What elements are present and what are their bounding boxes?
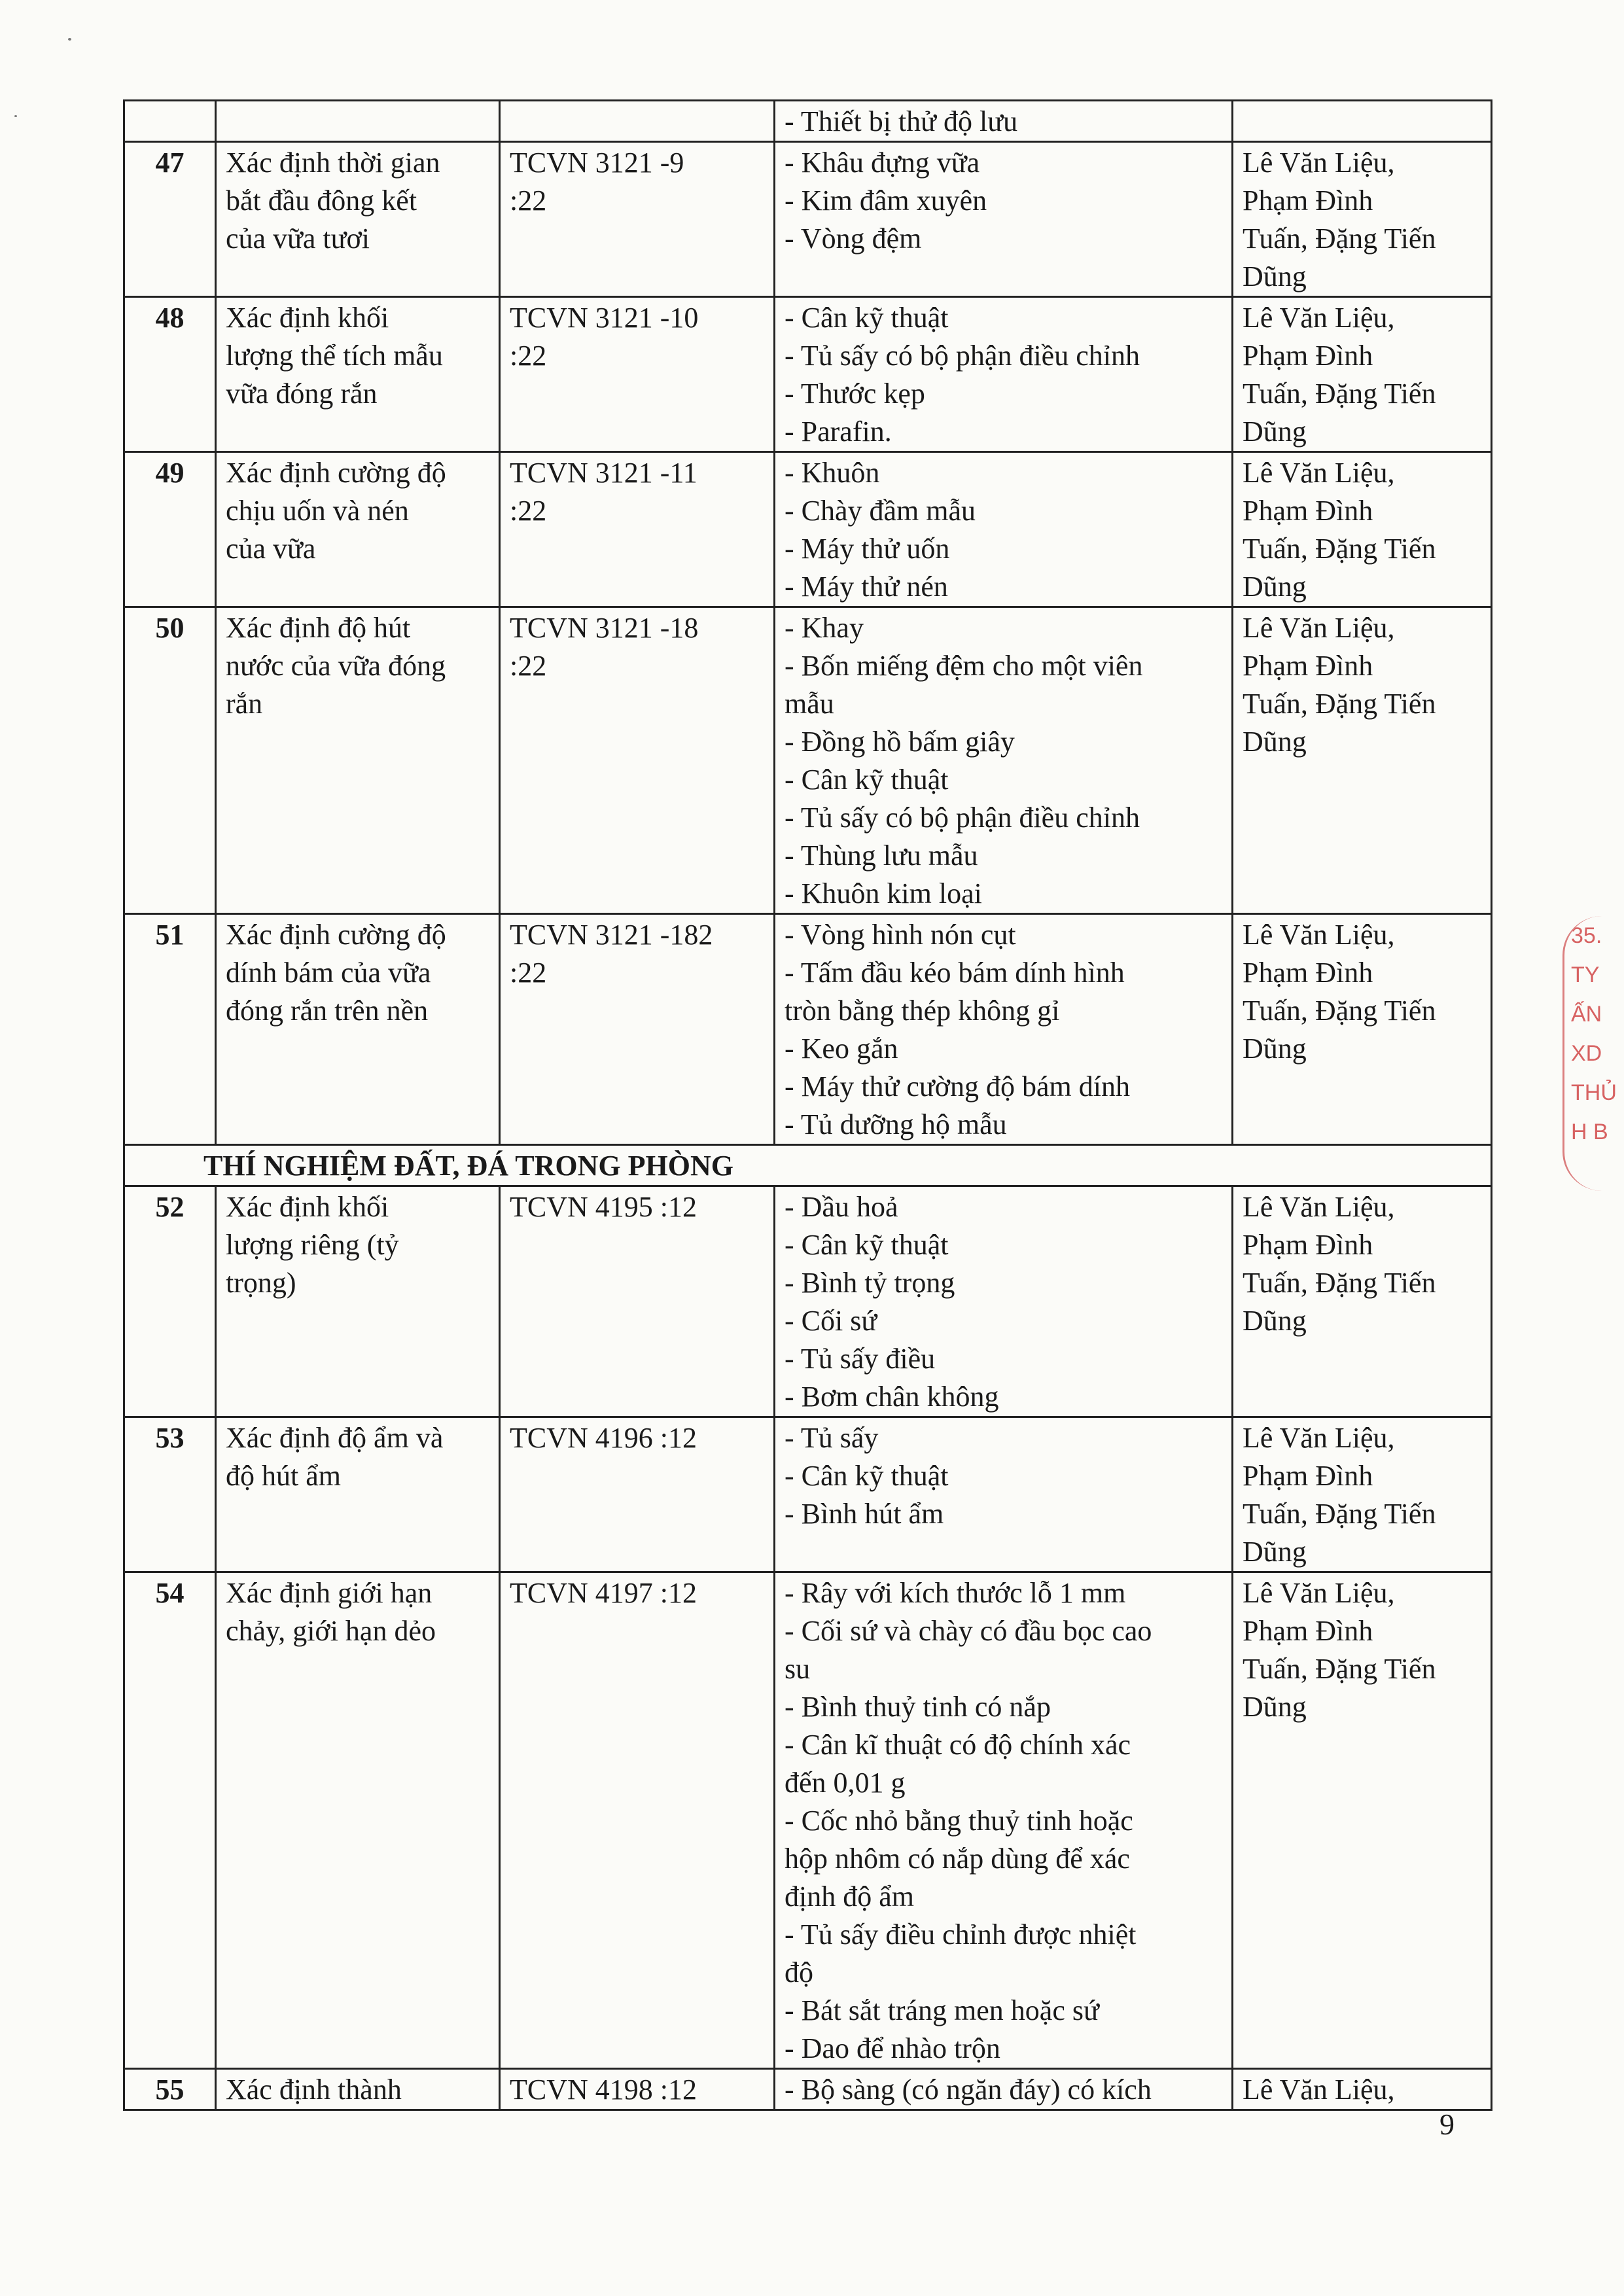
equipment-cell [775,297,1233,452]
test-name-cell [216,2069,500,2110]
standard-line: :22 [510,957,547,989]
staff-cell [1233,2069,1492,2110]
equipment-line: tròn bằng thép không gỉ [785,995,1060,1027]
equipment-line: - Tủ dưỡng hộ mẫu [785,1108,1007,1140]
table-row [124,1572,1492,2069]
equipment-line: - Tủ sấy [785,1422,879,1454]
test-name-line: Xác định độ ẩm và [226,1422,444,1454]
equipment-line: - Tủ sấy điều chỉnh được nhiệt [785,1918,1137,1951]
staff-cell [1233,607,1492,914]
staff-line: Phạm Đình [1243,1460,1373,1492]
staff-cell [1233,1186,1492,1417]
staff-line: Lê Văn Liệu, [1243,1422,1395,1454]
standard-cell [500,1417,775,1572]
standard-line: TCVN 3121 -18 [510,612,699,644]
stamp-text: XD [1571,1041,1602,1066]
equipment-cell [775,1186,1233,1417]
standard-line: TCVN 4197 :12 [510,1577,697,1609]
test-name-cell [216,1572,500,2069]
equipment-line: - Khay [785,612,864,644]
equipment-line: - Tủ sấy có bộ phận điều chỉnh [785,340,1140,372]
test-name-line: lượng thể tích mẫu [226,340,443,372]
test-name-line: bắt đầu đông kết [226,185,417,217]
test-name-cell [216,297,500,452]
staff-cell [1233,1572,1492,2069]
equipment-line: độ [785,1956,813,1988]
equipment-line: - Thước kẹp [785,378,925,410]
staff-line: Phạm Đình [1243,957,1373,989]
staff-line: Phạm Đình [1243,1229,1373,1261]
equipment-line: - Bốn miếng đệm cho một viên [785,650,1143,682]
row-number: 48 [124,297,216,452]
test-name-line: Xác định cường độ [226,457,446,489]
staff-line: Phạm Đình [1243,495,1373,527]
equipment-cell [775,914,1233,1145]
equipment-line: - Kim đâm xuyên [785,185,987,217]
staff-line: Dũng [1243,1691,1307,1723]
equipment-line: - Vòng đệm [785,222,922,255]
table-row [124,452,1492,607]
test-name-line: dính bám của vữa [226,957,431,989]
standard-line: :22 [510,650,547,682]
staff-line: Tuấn, Đặng Tiến [1243,995,1436,1027]
staff-line: Lê Văn Liệu, [1243,612,1395,644]
standard-line: TCVN 4198 :12 [510,2074,697,2106]
staff-line: Phạm Đình [1243,650,1373,682]
staff-line: Tuấn, Đặng Tiến [1243,378,1436,410]
test-name-line: Xác định khối [226,302,389,334]
row-number: 49 [124,452,216,607]
staff-line: Tuấn, Đặng Tiến [1243,533,1436,565]
equipment-line: - Máy thử cường độ bám dính [785,1070,1130,1103]
standard-cell [500,2069,775,2110]
table-row [124,297,1492,452]
equipment-line: - Cân kỹ thuật [785,1229,949,1261]
test-name-line: chảy, giới hạn dẻo [226,1615,436,1647]
staff-line: Phạm Đình [1243,185,1373,217]
equipment-line: - Cối sứ và chày có đầu bọc cao [785,1615,1152,1647]
standard-line: :22 [510,185,547,217]
staff-line: Lê Văn Liệu, [1243,2074,1395,2106]
table-row [124,142,1492,297]
staff-line: Tuấn, Đặng Tiến [1243,222,1436,255]
equipment-line: - Thiết bị thử độ lưu [785,105,1018,137]
standard-line: :22 [510,340,547,372]
scan-speck [68,38,71,41]
equipment-line: - Bình tỷ trọng [785,1267,955,1299]
table-row [124,2069,1492,2110]
equipment-line: - Cân kĩ thuật có độ chính xác [785,1729,1131,1761]
equipment-line: - Chày đầm mẫu [785,495,976,527]
staff-line: Lê Văn Liệu, [1243,1191,1395,1223]
staff-line: Dũng [1243,571,1307,603]
equipment-line: - Cối sứ [785,1305,877,1337]
section-row [124,1145,1492,1186]
table-row [124,914,1492,1145]
equipment-line: hộp nhôm có nắp dùng để xác [785,1843,1130,1875]
staff-line: Lê Văn Liệu, [1243,1577,1395,1609]
equipment-line: su [785,1653,811,1685]
equipment-line: - Bát sắt tráng men hoặc sứ [785,1994,1099,2026]
test-name-line: Xác định thời gian [226,147,440,179]
equipment-cell [775,1417,1233,1572]
standard-line: TCVN 3121 -9 [510,147,684,179]
equipment-line: - Parafin. [785,415,892,448]
staff-line: Lê Văn Liệu, [1243,147,1395,179]
staff-line: Tuấn, Đặng Tiến [1243,1267,1436,1299]
table-body-soil [124,1186,1492,2110]
staff-line: Tuấn, Đặng Tiến [1243,1498,1436,1530]
test-name-line: của vữa [226,533,316,565]
equipment-line: - Khuôn kim loại [785,877,982,910]
equipment-line: - Đồng hồ bấm giây [785,726,1015,758]
staff-line: Phạm Đình [1243,1615,1373,1647]
table-row [124,1186,1492,1417]
standard-line: TCVN 4195 :12 [510,1191,697,1223]
equipment-cell [775,2069,1233,2110]
equipment-line: - Cốc nhỏ bằng thuỷ tinh hoặc [785,1805,1133,1837]
equipment-line: - Rây với kích thước lỗ 1 mm [785,1577,1126,1609]
row-number [124,101,216,142]
row-number: 55 [124,2069,216,2110]
staff-line: Dũng [1243,1033,1307,1065]
staff-line: Tuấn, Đặng Tiến [1243,688,1436,720]
row-number: 51 [124,914,216,1145]
test-name-line: rắn [226,688,263,720]
equipment-line: định độ ẩm [785,1881,914,1913]
equipment-cell [775,607,1233,914]
test-name-line: của vữa tươi [226,222,370,255]
test-name-line: chịu uốn và nén [226,495,409,527]
equipment-line: - Tấm đầu kéo bám dính hình [785,957,1125,989]
staff-line: Phạm Đình [1243,340,1373,372]
row-number: 50 [124,607,216,914]
stamp-text: H B [1571,1120,1608,1144]
standard-cell [500,1186,775,1417]
standard-cell [500,142,775,297]
standard-cell [500,101,775,142]
standard-line: TCVN 3121 -10 [510,302,699,334]
test-name-line: Xác định cường độ [226,919,446,951]
staff-line: Lê Văn Liệu, [1243,919,1395,951]
equipment-line: - Bình thuỷ tinh có nắp [785,1691,1051,1723]
table-section [124,1145,1492,1186]
equipment-line: - Máy thử nén [785,571,948,603]
test-name-cell [216,101,500,142]
test-name-line: đóng rắn trên nền [226,995,429,1027]
staff-line: Tuấn, Đặng Tiến [1243,1653,1436,1685]
standard-cell [500,1572,775,2069]
staff-line: Dũng [1243,260,1307,292]
standard-line: :22 [510,495,547,527]
page-number: 9 [1439,2108,1455,2141]
equipment-line: - Dao để nhào trộn [785,2032,1000,2064]
test-name-line: Xác định khối [226,1191,389,1223]
staff-cell [1233,914,1492,1145]
test-name-cell [216,607,500,914]
table-row [124,1417,1492,1572]
equipment-line: - Khâu đựng vữa [785,147,980,179]
standard-cell [500,452,775,607]
staff-cell [1233,101,1492,142]
test-name-line: Xác định thành [226,2074,402,2106]
red-stamp-fragment [1562,916,1624,1191]
test-name-line: lượng riêng (tỷ [226,1229,399,1261]
standard-line: TCVN 3121 -182 [510,919,713,951]
equipment-line: - Bơm chân không [785,1381,999,1413]
stamp-text: ẤN [1571,1002,1602,1027]
standard-line: TCVN 4196 :12 [510,1422,697,1454]
staff-line: Dũng [1243,415,1307,448]
table-row [124,101,1492,142]
staff-cell [1233,452,1492,607]
staff-line: Dũng [1243,1305,1307,1337]
stamp-text: 35. [1571,923,1602,948]
equipment-line: - Bình hút ẩm [785,1498,944,1530]
standard-cell [500,297,775,452]
test-name-cell [216,1186,500,1417]
equipment-line: - Cân kỹ thuật [785,764,949,796]
equipment-line: - Keo gắn [785,1033,898,1065]
row-number: 52 [124,1186,216,1417]
section-title: THÍ NGHIỆM ĐẤT, ĐÁ TRONG PHÒNG [124,1145,1492,1186]
staff-cell [1233,142,1492,297]
standard-line: TCVN 3121 -11 [510,457,697,489]
staff-line: Dũng [1243,726,1307,758]
staff-line: Dũng [1243,1536,1307,1568]
equipment-line: - Vòng hình nón cụt [785,919,1016,951]
equipment-line: - Cân kỹ thuật [785,302,949,334]
test-name-line: độ hút ẩm [226,1460,341,1492]
staff-cell [1233,1417,1492,1572]
test-name-cell [216,142,500,297]
equipment-line: - Cân kỹ thuật [785,1460,949,1492]
equipment-line: mẫu [785,688,834,720]
equipment-cell [775,142,1233,297]
standard-cell [500,607,775,914]
equipment-table [123,99,1492,2111]
equipment-line: - Dầu hoả [785,1191,898,1223]
staff-line: Lê Văn Liệu, [1243,302,1395,334]
equipment-line: - Tủ sấy có bộ phận điều chỉnh [785,802,1140,834]
equipment-line: - Bộ sàng (có ngăn đáy) có kích [785,2074,1152,2106]
row-number: 47 [124,142,216,297]
scan-speck [14,115,17,117]
equipment-cell [775,452,1233,607]
stamp-text: THỦ [1571,1080,1617,1105]
test-name-line: nước của vữa đóng [226,650,446,682]
test-name-line: Xác định độ hút [226,612,411,644]
row-number: 53 [124,1417,216,1572]
test-name-cell [216,914,500,1145]
staff-cell [1233,297,1492,452]
equipment-cell [775,101,1233,142]
test-name-line: Xác định giới hạn [226,1577,432,1609]
standard-cell [500,914,775,1145]
staff-line: Lê Văn Liệu, [1243,457,1395,489]
test-name-line: trọng) [226,1267,296,1299]
test-name-cell [216,1417,500,1572]
equipment-cell [775,1572,1233,2069]
table-body-mortar [124,101,1492,1145]
stamp-text: TY [1571,963,1600,987]
table-row [124,607,1492,914]
row-number: 54 [124,1572,216,2069]
equipment-line: - Thùng lưu mẫu [785,839,978,872]
equipment-line: - Máy thử uốn [785,533,950,565]
equipment-line: - Khuôn [785,457,880,489]
test-name-line: vữa đóng rắn [226,378,378,410]
equipment-line: - Tủ sấy điều [785,1343,936,1375]
equipment-line: đến 0,01 g [785,1767,906,1799]
test-name-cell [216,452,500,607]
